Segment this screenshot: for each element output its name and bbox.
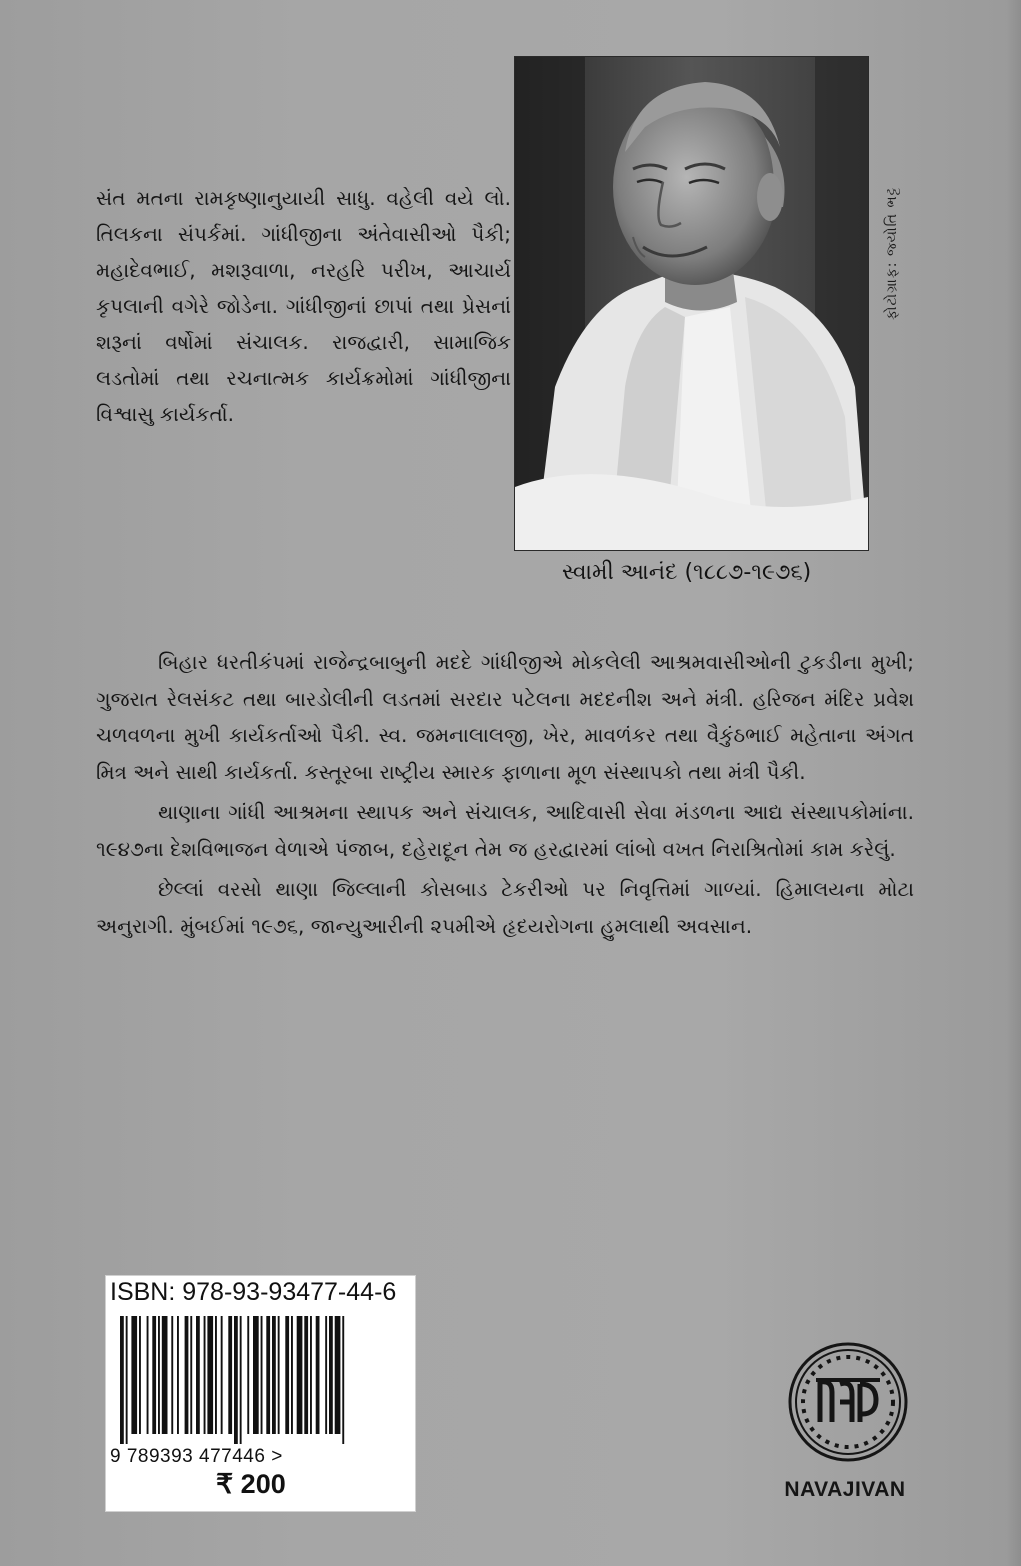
barcode-bar (325, 1316, 327, 1434)
barcode-digits: 9 789393 477446 > (110, 1446, 283, 1467)
barcode-bar (272, 1316, 276, 1434)
bio-paragraph: થાણાના ગાંધી આશ્રમના સ્થાપક અને સંચાલક, આદિવાસી સેવા મંડળના આદ્ય સંસ્થાપકોમાંના. ૧૯૪૭ના દેશવિભાજન વેળાએ પંજાબ, દહેરાદૂન તેમ જ હરદ્વારમાં લાંબો વખત નિરાશ્રિતોમાં કામ કરેલું. (96, 800, 914, 861)
photo-caption: સ્વામી આનંદ (૧૮૮૭-૧૯૭૬) (562, 560, 812, 585)
isbn-number: ISBN: 978-93-93477-44-6 (110, 1278, 397, 1306)
barcode-bar (266, 1316, 270, 1434)
bio-paragraph: બિહાર ધરતીકંપમાં રાજેન્દ્રબાબુની મદદે ગાંધીજીએ મોકલેલી આશ્રમવાસીઓની ટુકડીના મુખી; ગુજરાત રેલસંકટ તથા બારડોલીની લડતમાં સરદાર પટેલના મદદનીશ અને મંત્રી. હરિજન મંદિર પ્રવેશ ચળવળના મુખી કાર્યકર્તાઓ પૈકી. સ્વ. જમનાલાલજી, ખેર, માવળંકર તથા વૈકુંઠભાઈ મહેતાના અંગત મિત્ર અને સાથી કાર્યકર્તા. કસ્તૂરબા રાષ્ટ્રીય સ્મારક ફાળાના મૂળ સંસ્થાપકો તથા મંત્રી પૈકી. (96, 650, 914, 784)
barcode-bar (234, 1316, 238, 1444)
publisher-name: NAVAJIVAN (784, 1478, 906, 1501)
barcode-bar (316, 1316, 320, 1434)
bio-paragraphs (96, 644, 914, 948)
bio-paragraph: છેલ્લાં વરસો થાણા જિલ્લાની કોસબાડ ટેકરીઓ પર નિવૃત્તિમાં ગાળ્યાં. હિમાલયના મોટા અનુરાગી. મુંબઈમાં ૧૯૭૬, જાન્યુઆરીની ૨૫મીએ હૃદયરોગના હુમલાથી અવસાન. (96, 877, 914, 938)
barcode-bar (310, 1316, 312, 1434)
barcode-bar (147, 1316, 149, 1434)
price-label: ₹ 200 (216, 1469, 286, 1499)
barcode-bar (285, 1316, 289, 1434)
photo-credit: ફોટોગ્રાફ: જ્યોતિ ભટ્ટ (884, 186, 900, 320)
barcode-bar (185, 1316, 189, 1434)
barcode-bar (240, 1316, 242, 1444)
bio-intro-block (96, 180, 511, 432)
barcode-bar (139, 1316, 141, 1434)
barcode-bar (297, 1316, 303, 1434)
barcode-bar (304, 1316, 308, 1434)
barcode-icon (120, 1316, 395, 1444)
barcode-bar (171, 1316, 173, 1434)
barcode-bar (221, 1316, 223, 1434)
barcode-bar (261, 1316, 263, 1434)
barcode-bar (291, 1316, 293, 1434)
barcode-bar (335, 1316, 341, 1434)
barcode-bar (196, 1316, 200, 1434)
barcode-bar (207, 1316, 213, 1434)
barcode-bar (190, 1316, 192, 1434)
barcode-box (105, 1275, 416, 1512)
barcode-bar (228, 1316, 232, 1434)
barcode-bar (278, 1316, 280, 1434)
barcode-bar (158, 1316, 160, 1434)
barcode-bar (215, 1316, 217, 1434)
barcode-bar (177, 1316, 179, 1434)
barcode-bar (162, 1316, 168, 1434)
barcode-bar (204, 1316, 206, 1434)
cover-edge (1007, 0, 1021, 1566)
bio-intro-text: સંત મતના રામકૃષ્ણાનુયાયી સાધુ. વહેલી વયે લો. તિલકના સંપર્કમાં. ગાંધીજીના અંતેવાસીઓ પૈકી; મહાદેવભાઈ, મશરૂવાળા, નરહરિ પરીખ, આચાર્ય કૃપલાની વગેરે જોડેના. ગાંધીજીનાં છાપાં તથા પ્રેસનાં શરૂનાં વર્ષોમાં સંચાલક. રાજદ્વારી, સામાજિક લડતોમાં તથા રચનાત્મક કાર્યક્રમોમાં ગાંધીજીના વિશ્વાસુ કાર્યકર્તા. (96, 186, 511, 426)
navajivan-logo-icon (786, 1340, 910, 1464)
barcode-bar (131, 1316, 137, 1434)
barcode-bar (247, 1316, 249, 1434)
barcode-bar (152, 1316, 156, 1434)
barcode-bar (329, 1316, 333, 1434)
barcode-bar (120, 1316, 124, 1444)
barcode-bar (253, 1316, 259, 1434)
author-portrait-photo (515, 57, 868, 550)
barcode-bar (126, 1316, 128, 1444)
barcode-bar (342, 1316, 344, 1444)
